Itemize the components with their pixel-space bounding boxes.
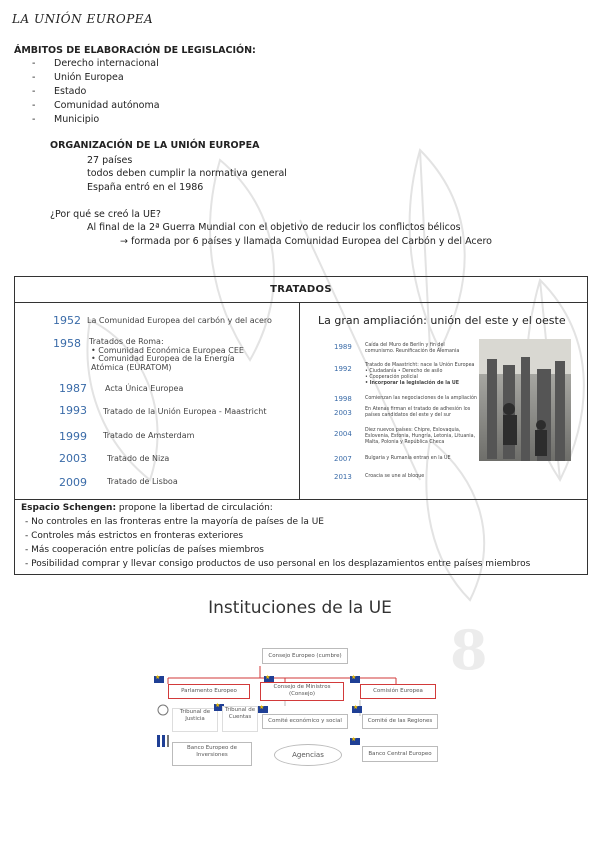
ampliacion-text: Croacia se une al bloque	[365, 474, 425, 479]
question: ¿Por qué se creó la UE?	[50, 209, 161, 220]
ampliacion-year: 1992	[334, 365, 352, 373]
banco-inversiones-box: Banco Europeo de Inversiones	[172, 742, 252, 766]
ampliacion-bullet: • Incorporar la legislación de la UE	[365, 381, 460, 386]
ampliacion-year: 2007	[334, 455, 352, 463]
treaty-text: La Comunidad Europea del carbón y del acero	[87, 316, 272, 325]
page-title: LA UNIÓN EUROPEA	[12, 12, 154, 26]
ampliacion-text: Comienzan las negociaciones de la ampliación	[365, 396, 477, 401]
ampliacion-text: Tratado de Maastricht: nace la Unión Europea	[365, 363, 475, 368]
treaty-year: 1993	[59, 404, 87, 417]
agencias-ellipse: Agencias	[274, 744, 342, 766]
tribunal-justicia-box: Tribunal de Justicia	[172, 708, 218, 732]
tribunal-cuentas-box: Tribunal de Cuentas	[222, 706, 258, 732]
eu-flag-icon	[352, 706, 362, 713]
page-number-watermark: 8	[450, 618, 488, 682]
schengen-box	[14, 498, 588, 575]
ampliacion-year: 1989	[334, 343, 352, 351]
treaty-year: 1952	[53, 314, 81, 327]
schengen-title	[15, 498, 587, 515]
organizacion-line: 27 países	[87, 155, 133, 166]
bank-icon	[156, 734, 170, 748]
court-icon	[154, 704, 172, 716]
comite-economico-box: Comité económico y social	[262, 714, 348, 729]
list-item: - Derecho internacional	[12, 57, 160, 71]
treaty-text: Tratado de Amsterdam	[103, 431, 195, 440]
organizacion-heading: ORGANIZACIÓN DE LA UNIÓN EUROPEA	[50, 140, 260, 151]
treaty-year: 1999	[59, 430, 87, 443]
list-item: - Municipio	[12, 113, 160, 127]
consejo-europeo-box: Consejo Europeo (cumbre)	[262, 648, 348, 664]
treaty-text: Tratado de Niza	[107, 454, 170, 463]
list-item: - Comunidad autónoma	[12, 99, 160, 113]
ambitos-heading: ÁMBITOS DE ELABORACIÓN DE LEGISLACIÓN:	[14, 45, 256, 56]
list-item: - Unión Europea	[12, 71, 160, 85]
eu-flag-icon	[154, 676, 164, 683]
list-item: - Estado	[12, 85, 160, 99]
ampliacion-text: En Atenas firman el tratado de adhesión los países candidatos del este y del sur	[365, 407, 471, 418]
schengen-item: - Más cooperación entre policías de países miembros	[25, 545, 264, 555]
ambitos-list	[12, 57, 160, 127]
treaty-text: Tratados de Roma:	[89, 337, 164, 346]
ampliacion-year: 2013	[334, 473, 352, 481]
treaty-text: Acta Única Europea	[105, 384, 184, 393]
ampliacion-title: La gran ampliación: unión del este y el oeste	[318, 314, 566, 327]
schengen-item: - No controles en las fronteras entre la mayoría de países de la UE	[25, 517, 324, 527]
treaty-text: Tratado de Lisboa	[107, 477, 178, 486]
eu-flag-icon	[350, 676, 360, 683]
berlin-wall-photo	[479, 339, 571, 461]
organizacion-line: todos deben cumplir la normativa general	[87, 168, 287, 179]
instituciones-title: Instituciones de la UE	[208, 598, 392, 618]
ampliacion-bullet: • Ciudadanía • Derecho de asilo	[365, 369, 443, 374]
treaty-text: Tratado de la Unión Europea - Maastricht	[103, 407, 267, 416]
column-divider	[299, 303, 300, 499]
ampliacion-text: Bulgaria y Rumanía entran en la UE	[365, 456, 451, 461]
ampliacion-year: 1998	[334, 395, 352, 403]
tratados-table	[14, 276, 588, 500]
ampliacion-year: 2004	[334, 430, 352, 438]
schengen-intro: propone la libertad de circulación:	[116, 503, 273, 513]
parlamento-box: Parlamento Europeo	[168, 684, 250, 699]
schengen-label: Espacio Schengen:	[21, 503, 117, 513]
treaty-year: 1987	[59, 382, 87, 395]
treaty-year: 2009	[59, 476, 87, 489]
ampliacion-year: 2003	[334, 409, 352, 417]
organizacion-line: España entró en el 1986	[87, 182, 204, 193]
comision-box: Comisión Europea	[360, 684, 436, 699]
answer-line: Al final de la 2ª Guerra Mundial con el objetivo de reducir los conflictos bélicos	[87, 222, 461, 233]
eu-flag-icon	[258, 706, 268, 713]
tratados-header: TRATADOS	[15, 277, 587, 303]
ampliacion-text: Caída del Muro de Berlín y fin del comunismo. Reunificación de Alemania	[365, 343, 460, 354]
ampliacion-text: Diez nuevos países: Chipre, Eslovaquia, Eslovenia, Estonia, Hungría, Letonia, Lituania, Malta, Polonia y República Checa	[365, 428, 476, 445]
treaty-sub: • Comunidad Europea de la Energía Atómica (EURATOM)	[91, 354, 235, 372]
banco-central-box: Banco Central Europeo	[362, 746, 438, 762]
schengen-item: - Controles más estrictos en fronteras exteriores	[25, 531, 244, 541]
schengen-item: - Posibilidad comprar y llevar consigo productos de uso personal en los desplazamientos entre países miembros	[25, 559, 531, 569]
answer-line: → formada por 6 países y llamada Comunidad Europea del Carbón y del Acero	[120, 236, 492, 247]
consejo-ministros-box: Consejo de Ministros (Consejo)	[260, 682, 344, 701]
treaty-sub: • Comunidad Económica Europea CEE	[91, 346, 244, 355]
treaty-year: 1958	[53, 337, 81, 350]
ampliacion-bullet: • Cooperación policial	[365, 375, 418, 380]
treaty-year: 2003	[59, 452, 87, 465]
comite-regiones-box: Comité de las Regiones	[362, 714, 438, 729]
eu-flag-icon	[350, 738, 360, 745]
